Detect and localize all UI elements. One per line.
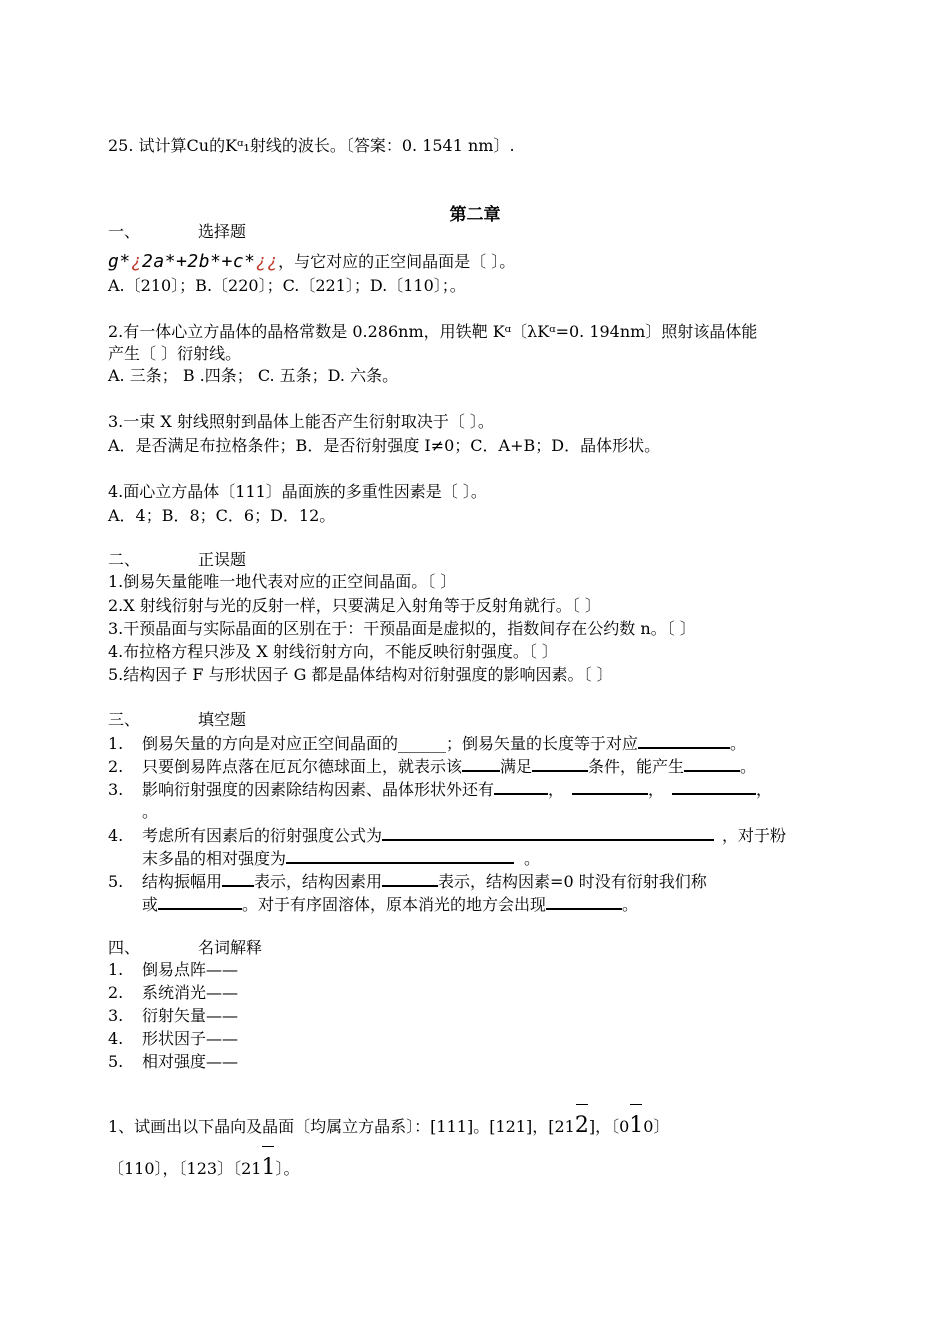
item-text: 系统消光—— — [142, 983, 239, 1002]
item-text: 只要倒易阵点落在厄瓦尔德球面上，就表示该 — [142, 757, 463, 776]
true-false-item: 5.结构因子 F 与形状因子 G 都是晶体结构对衍射强度的影响因素。〔 〕 — [108, 665, 613, 684]
true-false-item: 1.倒易矢量能唯一地代表对应的正空间晶面。〔 〕 — [108, 572, 457, 591]
intro-question: 25. 试计算Cu的Kᵅ₁射线的波长。〔答案：0. 1541 nm〕. — [108, 136, 515, 155]
item-text: ， — [548, 780, 565, 799]
item-text: 。 — [524, 849, 541, 868]
term-item — [108, 1029, 238, 1049]
item-text: 结构振幅用 — [142, 872, 223, 891]
overbar-index: 2 — [574, 1113, 589, 1138]
drawing-question-line-2 — [108, 1156, 299, 1181]
item-text: 0〕 — [643, 1117, 670, 1136]
drawing-question-line-1 — [108, 1114, 669, 1139]
item-number: 1. — [108, 734, 124, 753]
term-item — [108, 1006, 238, 1026]
question-text: ，与它对应的正空间晶面是〔 〕。 — [278, 252, 516, 271]
item-text: 或 — [142, 895, 159, 914]
item-text: 倒易矢量的方向是对应正空间晶面的______；倒易矢量的长度等于对应 — [142, 734, 639, 753]
question-1 — [108, 252, 515, 272]
term-item — [108, 960, 238, 980]
item-number: 2. — [108, 983, 124, 1002]
true-false-item: 4.布拉格方程只涉及 X 射线衍射方向，不能反映衍射强度。〔 〕 — [108, 642, 558, 661]
section-title: 填空题 — [198, 710, 247, 729]
item-text: 表示，结构因素用 — [254, 872, 383, 891]
question-3-options: A．是否满足布拉格条件；B．是否衍射强度 I≠0；C．A+B；D．晶体形状。 — [108, 436, 661, 455]
section-3-heading — [108, 710, 246, 730]
blank[interactable] — [684, 756, 740, 772]
item-number: 3. — [108, 1006, 124, 1025]
question-3: 3.一束 X 射线照射到晶体上能否产生衍射取决于〔 〕。 — [108, 412, 494, 431]
blank[interactable] — [546, 894, 622, 910]
overbar-index: 1 — [629, 1113, 644, 1138]
fill-item-4 — [108, 825, 786, 846]
fill-item-2 — [108, 756, 756, 777]
section-number: 四、 — [108, 938, 141, 957]
item-text: 衍射矢量—— — [142, 1006, 239, 1025]
item-text: 。 — [622, 895, 639, 914]
question-4-options: A．4；B．8；C．6；D．12。 — [108, 506, 336, 525]
fill-item-1 — [108, 733, 746, 754]
section-4-heading — [108, 938, 262, 958]
blank[interactable] — [572, 779, 648, 795]
blank[interactable] — [532, 756, 588, 772]
fill-item-3 — [108, 779, 772, 800]
item-number: 4. — [108, 826, 124, 845]
item-text: 。 — [730, 734, 747, 753]
item-number: 5. — [108, 1052, 124, 1071]
fill-item-3-cont: 。 — [142, 802, 159, 821]
item-number: 5. — [108, 872, 124, 891]
item-text: 考虑所有因素后的衍射强度公式为 — [142, 826, 383, 845]
fill-item-4-cont — [142, 848, 540, 869]
section-title: 正误题 — [198, 550, 247, 569]
item-text: 影响衍射强度的因素除结构因素、晶体形状外还有 — [142, 780, 495, 799]
section-number: 三、 — [108, 710, 141, 729]
question-4: 4.面心立方晶体〔111〕晶面族的多重性因素是〔 〕。 — [108, 482, 487, 501]
item-text: 〔110〕，〔123〕〔21 — [108, 1159, 262, 1178]
true-false-item: 2.X 射线衍射与光的反射一样，只要满足入射角等于反射角就行。〔 〕 — [108, 596, 601, 615]
blank[interactable] — [222, 871, 254, 887]
blank[interactable] — [382, 871, 438, 887]
item-text: 形状因子—— — [142, 1029, 239, 1048]
reciprocal-vector-formula: g*¿2a*+2b*+c*¿¿ — [108, 251, 279, 272]
item-number: 4. — [108, 1029, 124, 1048]
section-number: 二、 — [108, 550, 141, 569]
blank[interactable] — [672, 779, 756, 795]
question-1-options: A.〔210〕；B.〔220〕；C.〔221〕；D.〔110〕；。 — [108, 276, 466, 295]
item-text: ， — [648, 780, 665, 799]
blank[interactable] — [382, 825, 714, 841]
item-text: ，对于粉 — [722, 826, 787, 845]
question-2-line-1: 2.有一体心立方晶体的晶格常数是 0.286nm，用铁靶 Kᵅ〔λKᵅ=0. 194nm〕照射该晶体能 — [108, 322, 758, 341]
section-1-heading — [108, 222, 246, 242]
fill-item-5 — [108, 871, 707, 892]
true-false-item: 3.干预晶面与实际晶面的区别在于：干预晶面是虚拟的，指数间存在公约数 n。〔 〕 — [108, 619, 696, 638]
blank[interactable] — [462, 756, 500, 772]
overbar-index: 1 — [261, 1155, 276, 1180]
item-text: ， — [756, 780, 773, 799]
blank[interactable] — [286, 848, 514, 864]
item-text: 1、试画出以下晶向及晶面〔均属立方晶系〕：[111]。[121]，[21 — [108, 1117, 575, 1136]
item-number: 1. — [108, 960, 124, 979]
term-item — [108, 1052, 238, 1072]
section-title: 名词解释 — [198, 938, 263, 957]
item-text: 相对强度—— — [142, 1052, 239, 1071]
item-number: 3. — [108, 780, 124, 799]
question-2-options: A. 三条； B .四条； C. 五条；D. 六条。 — [108, 366, 399, 385]
section-number: 一、 — [108, 222, 141, 241]
item-text: 末多晶的相对强度为 — [142, 849, 287, 868]
item-text: ]，〔0 — [588, 1117, 630, 1136]
question-2-line-2: 产生〔 〕衍射线。 — [108, 344, 242, 363]
chapter-title: 第二章 — [449, 205, 501, 225]
item-number: 2. — [108, 757, 124, 776]
item-text: 〕。 — [275, 1159, 300, 1178]
term-item — [108, 983, 238, 1003]
item-text: 倒易点阵—— — [142, 960, 239, 979]
item-text: 满足 — [500, 757, 533, 776]
item-text: 。 — [740, 757, 757, 776]
fill-item-5-cont — [142, 894, 638, 915]
blank[interactable] — [638, 733, 730, 749]
item-text: 条件，能产生 — [588, 757, 685, 776]
section-2-heading — [108, 550, 246, 570]
item-text: 表示，结构因素=0 时没有衍射我们称 — [438, 872, 707, 891]
section-title: 选择题 — [198, 222, 247, 241]
item-text: 。对于有序固溶体，原本消光的地方会出现 — [242, 895, 547, 914]
blank[interactable] — [494, 779, 548, 795]
blank[interactable] — [158, 894, 242, 910]
